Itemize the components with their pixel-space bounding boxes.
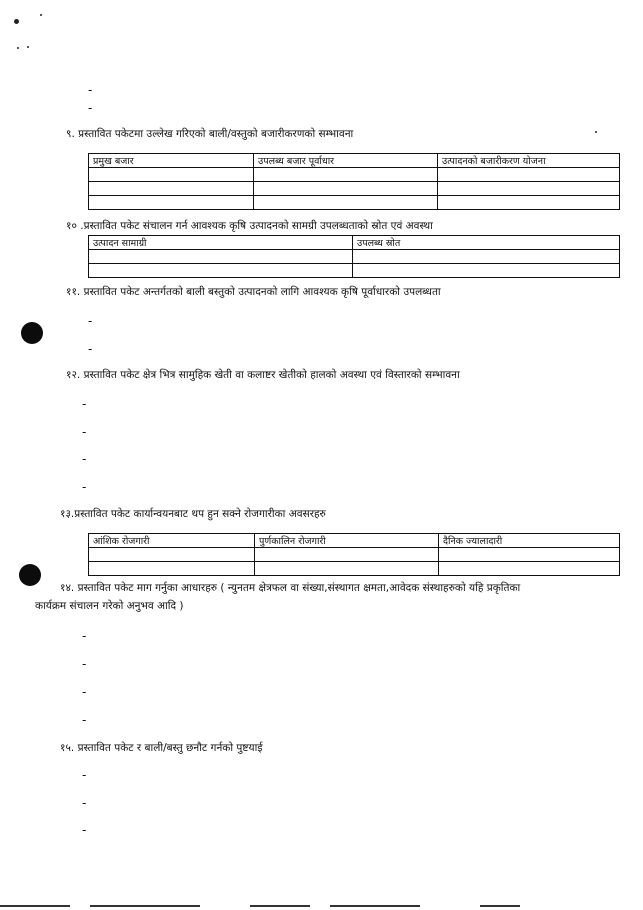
column-header: उपलब्ध स्रोत	[353, 236, 620, 250]
table-row	[89, 168, 620, 182]
scan-mark	[250, 905, 310, 907]
blank-cell[interactable]	[89, 548, 255, 562]
punch-hole	[21, 322, 43, 344]
blank-bullet: -	[82, 685, 87, 699]
scan-speck	[595, 131, 597, 133]
scan-speck	[40, 14, 42, 16]
table-row	[89, 182, 620, 196]
blank-bullet: -	[88, 314, 93, 328]
column-header: दैनिक ज्यालादारी	[439, 534, 620, 548]
blank-cell[interactable]	[89, 264, 353, 278]
blank-bullet: -	[88, 101, 93, 115]
column-header: उपलब्ध बजार पूर्वाधार	[254, 154, 438, 168]
blank-cell[interactable]	[254, 168, 438, 182]
scan-speck	[17, 47, 19, 49]
scan-mark	[330, 905, 420, 907]
blank-bullet: -	[82, 480, 87, 494]
scan-speck	[27, 46, 29, 48]
blank-bullet: -	[82, 452, 87, 466]
scan-bleed-through	[0, 900, 643, 910]
blank-cell[interactable]	[89, 196, 254, 210]
blank-cell[interactable]	[254, 196, 438, 210]
blank-cell[interactable]	[255, 548, 439, 562]
section-10-heading: १० .प्रस्तावित पकेट संचालन गर्न आवश्यक कृषि उत्पादनको सामग्री उपलब्धताको स्रोत एवं अवस्था	[66, 220, 433, 232]
section-14-heading-continued: कार्यक्रम संचालन गरेको अनुभव आदि )	[35, 600, 184, 612]
column-header: प्रमुख बजार	[89, 154, 254, 168]
blank-cell[interactable]	[438, 196, 620, 210]
punch-hole	[19, 564, 41, 586]
section-11-heading: ११. प्रस्तावित पकेट अन्तर्गतको बाली बस्तुको उत्पादनको लागि आवश्यक कृषि पूर्वाधारको उपलब्धता	[66, 286, 441, 298]
section-10-table	[88, 235, 620, 278]
section-14-heading: १४. प्रस्तावित पकेट माग गर्नुका आधारहरु ( न्युनतम क्षेत्रफल वा संख्या,संस्थागत क्षमता,आवेदक संस्थाहरुको यहि प्रकृतिका	[60, 582, 521, 594]
blank-bullet: -	[82, 823, 87, 837]
blank-bullet: -	[82, 629, 87, 643]
blank-bullet: -	[82, 796, 87, 810]
blank-cell[interactable]	[439, 548, 620, 562]
table-header-row	[89, 154, 620, 168]
blank-cell[interactable]	[439, 562, 620, 576]
section-15-heading: १५. प्रस्तावित पकेट र बाली/बस्तु छनौट गर्नको पुष्टयाई	[60, 742, 263, 754]
column-header: उत्पादन सामाग्री	[89, 236, 353, 250]
blank-bullet: -	[82, 713, 87, 727]
table-row	[89, 548, 620, 562]
blank-bullet: -	[88, 83, 93, 97]
blank-cell[interactable]	[89, 562, 255, 576]
column-header: पुर्णकालिन रोजगारी	[255, 534, 439, 548]
blank-bullet: -	[82, 657, 87, 671]
scan-mark	[0, 905, 70, 907]
blank-cell[interactable]	[89, 182, 254, 196]
blank-cell[interactable]	[353, 250, 620, 264]
blank-cell[interactable]	[438, 182, 620, 196]
section-12-heading: १२. प्रस्तावित पकेट क्षेत्र भित्र सामुहिक खेती वा कलाष्टर खेतीको हालको अवस्था एवं विस्तारको सम्भावना	[66, 369, 460, 381]
blank-cell[interactable]	[353, 264, 620, 278]
blank-cell[interactable]	[89, 168, 254, 182]
blank-cell[interactable]	[89, 250, 353, 264]
table-row	[89, 264, 620, 278]
blank-bullet: -	[82, 397, 87, 411]
section-9-table	[88, 153, 620, 210]
blank-bullet: -	[88, 342, 93, 356]
column-header: उत्पादनको बजारीकरण योजना	[438, 154, 620, 168]
table-row	[89, 562, 620, 576]
blank-cell[interactable]	[254, 182, 438, 196]
section-13-heading: १३.प्रस्तावित पकेट कार्यान्वयनबाट थप हुन सक्ने रोजगारीका अवसरहरु	[60, 508, 326, 520]
column-header: आंशिक रोजगारी	[89, 534, 255, 548]
blank-bullet: -	[82, 425, 87, 439]
scan-mark	[480, 905, 520, 907]
scan-speck	[14, 19, 19, 24]
section-13-table	[88, 533, 620, 576]
table-row	[89, 250, 620, 264]
table-row	[89, 196, 620, 210]
blank-cell[interactable]	[255, 562, 439, 576]
table-header-row	[89, 236, 620, 250]
blank-cell[interactable]	[438, 168, 620, 182]
table-header-row	[89, 534, 620, 548]
blank-bullet: -	[82, 768, 87, 782]
scan-mark	[90, 905, 200, 907]
section-9-heading: ९. प्रस्तावित पकेटमा उल्लेख गरिएको बाली/वस्तुको बजारीकरणको सम्भावना	[66, 128, 354, 140]
